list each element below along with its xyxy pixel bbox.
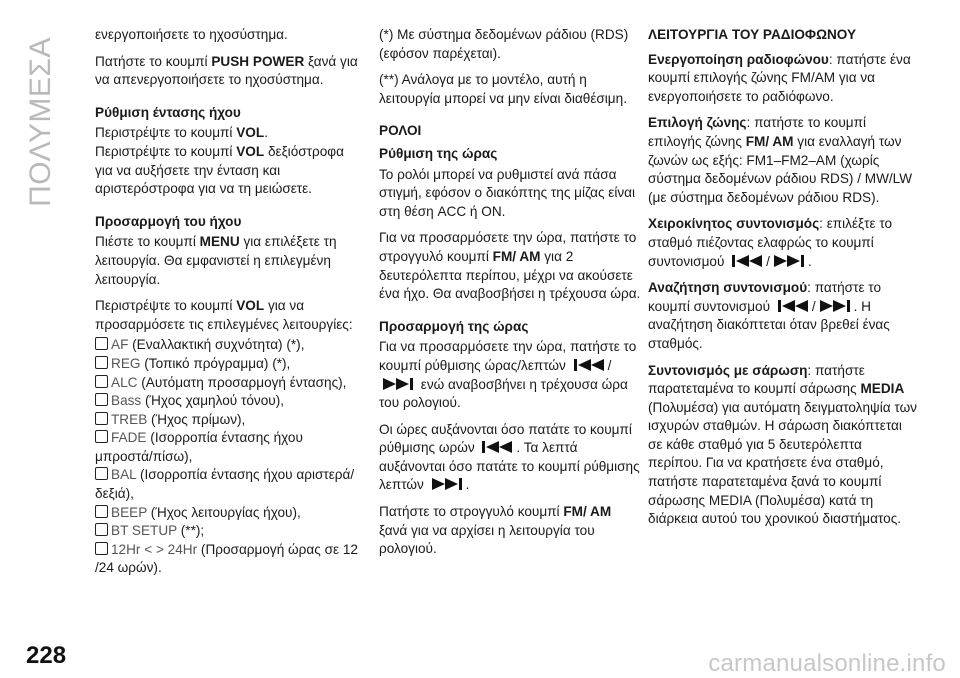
checkbox-icon (95, 542, 108, 555)
function-code: BAL (111, 467, 137, 483)
term: Επιλογή ζώνης (648, 115, 747, 131)
text: . Τα λεπτά αυξάνονται όσο πατάτε το κουμπί ρύθμισης λεπτών (379, 440, 640, 493)
checkbox-icon (95, 356, 108, 369)
seek-back-icon (479, 439, 515, 455)
seek-forward-icon (429, 476, 465, 492)
text: . (465, 477, 470, 493)
function-list (95, 336, 359, 578)
paragraph (379, 421, 643, 495)
checkbox-icon (95, 430, 108, 443)
column-3 (648, 26, 918, 537)
text: Περιστρέψτε το κουμπί (95, 298, 237, 314)
text: Για να προσαρμόσετε την ώρα, πατήστε το στρογγυλό κουμπί (379, 230, 637, 264)
seek-back-icon (729, 253, 765, 269)
term: Χειροκίνητος συντονισμός (648, 216, 820, 232)
term: Ενεργοποίηση ραδιοφώνου (648, 51, 829, 67)
function-desc: (Ισορροπία έντασης ήχου αριστερά/δεξιά), (95, 467, 355, 502)
text: ξανά για να απενεργοποιήσετε το ηχοσύστημα. (95, 53, 358, 88)
function-desc: (**); (176, 523, 205, 539)
list-item (95, 411, 359, 430)
paragraph (379, 338, 643, 412)
list-item (95, 504, 359, 523)
heading-volume: Ρύθμιση έντασης ήχου (95, 104, 241, 120)
paragraph (648, 279, 918, 353)
function-desc: (Τοπικό πρόγραμμα) (*), (140, 355, 291, 371)
list-item (95, 466, 359, 503)
checkbox-icon (95, 505, 108, 518)
text: ξανά για να αρχίσει η λειτουργία του ρολογιού. (379, 522, 595, 557)
checkbox-icon (95, 337, 108, 350)
function-code: BT SETUP (111, 523, 177, 539)
paragraph: Το ρολόι μπορεί να ρυθμιστεί ανά πάσα στιγμή, εφόσον ο διακόπτης της μίζας είναι στη θέση ACC ή ON. (379, 166, 636, 219)
button-name-fm-am: FM/ AM (492, 248, 541, 264)
text: : πατήστε το κουμπί επιλογής ζώνης (648, 115, 867, 149)
heading-time-adjust: Προσαρμογή της ώρας (379, 318, 529, 334)
text: : πατήστε το κουμπί συντονισμού (648, 280, 882, 314)
section-title-text: ΠΟΛΥΜΕΣΑ (24, 37, 57, 207)
text: Περιστρέψτε το κουμπί (95, 143, 237, 159)
text: Πιέστε το κουμπί (95, 234, 200, 250)
button-name-fm-am: FM/ AM (745, 133, 794, 149)
paragraph (379, 229, 643, 303)
seek-back-icon (775, 298, 811, 314)
footnote: (**) Ανάλογα με το μοντέλο, αυτή η λειτουργία μπορεί να μην είναι διαθέσιμη. (379, 72, 627, 106)
text: . (807, 253, 812, 269)
function-desc: (Εναλλακτική συχνότητα) (*), (128, 337, 305, 353)
text: : πατήστε ένα κουμπί επιλογής ζώνης FM/AM για να ενεργοποιήσετε το ραδιόφωνο. (648, 51, 911, 104)
text: για 2 δευτερόλεπτα περίπου, μέχρι να ακούσετε ένα ήχο. Θα αναβοσβήσει η τρέχουσα ώρα. (379, 248, 641, 302)
text: (Πολυμέσα) για αυτόματη δειγματοληψία των ισχυρών σταθμών. Η σάρωση διακόπτεται σε κάθε σταθμό για 5 δευτερόλεπτα περίπου. Για να κρατήσετε ένα σταθμό, πατήστε παρατεταμένα ξανά το κουμπί σάρωσης MEDIA (Πολυμέσα) κατά τη διάρκεια αυτού του χρονικού διαστήματος. (648, 399, 917, 527)
seek-forward-icon (771, 253, 807, 269)
checkbox-icon (95, 412, 108, 425)
button-name-menu: MENU (199, 234, 240, 250)
text: : πατήστε παρατεταμένα το κουμπί σάρωσης (648, 362, 865, 397)
list-item (95, 374, 359, 393)
button-name-vol: VOL (236, 298, 265, 314)
list-item (95, 522, 359, 541)
text: Πατήστε το κουμπί (95, 53, 212, 69)
paragraph (95, 26, 359, 45)
list-item (95, 355, 359, 374)
function-desc: (Ήχος πρίμων), (147, 411, 246, 427)
function-desc: (Ήχος λειτουργίας ήχου), (147, 504, 301, 520)
term: Συντονισμός με σάρωση (648, 362, 808, 378)
text: : επιλέξτε το σταθμό πιέζοντας ελαφρώς το κουμπί συντονισμού (648, 216, 893, 269)
text: . Η αναζήτηση διακόπτεται όταν βρεθεί ένας σταθμός. (648, 298, 890, 351)
paragraph (95, 297, 359, 334)
text: . (264, 125, 268, 141)
function-code: ALC (111, 374, 138, 390)
seek-forward-icon (817, 298, 853, 314)
function-code: 12Hr < > 24Hr (111, 541, 198, 557)
text: για εναλλαγή των ζωνών ως εξής: FM1–FM2–AM (χωρίς σύστημα δεδομένων ράδιου RDS) / MW/LW (με σύστημα δεδομένων ράδιου RDS). (648, 133, 913, 205)
list-item (95, 429, 359, 466)
button-name-vol: VOL (236, 125, 265, 141)
text: ενώ αναβοσβήνει η τρέχουσα ώρα του ρολογιού. (379, 376, 628, 411)
heading-time-setting: Ρύθμιση της ώρας (379, 145, 498, 161)
seek-forward-icon (380, 376, 416, 392)
function-desc: (Ήχος χαμηλού τόνου), (141, 393, 284, 409)
footnote: (*) Με σύστημα δεδομένων ράδιου (RDS) (εφόσον παρέχεται). (379, 27, 629, 61)
function-code: BEEP (111, 504, 148, 520)
slash: / (811, 298, 816, 314)
column-1 (95, 26, 359, 578)
function-code: Bass (111, 393, 142, 409)
seek-back-icon (571, 357, 607, 373)
function-desc: (Ισορροπία έντασης ήχου μπροστά/πίσω), (95, 430, 303, 464)
text: Περιστρέψτε το κουμπί (95, 125, 237, 141)
function-code: FADE (111, 430, 147, 446)
checkbox-icon (95, 467, 108, 480)
slash: / (607, 357, 612, 373)
button-name-vol: VOL (236, 143, 265, 159)
paragraph (95, 124, 359, 198)
paragraph (95, 53, 359, 90)
function-desc: (Αυτόματη προσαρμογή έντασης), (137, 374, 347, 390)
heading-sound-adjust: Προσαρμογή του ήχου (95, 213, 242, 229)
column-2 (379, 26, 643, 567)
checkbox-icon (95, 393, 108, 406)
list-item (95, 392, 359, 411)
text: δεξιόστροφα για να αυξήσετε την ένταση και αριστερόστροφα για να τη μειώσετε. (95, 143, 344, 197)
checkbox-icon (95, 523, 108, 536)
paragraph (648, 362, 918, 529)
heading-radio-operation: ΛΕΙΤΟΥΡΓΙΑ ΤΟΥ ΡΑΔΙΟΦΩΝΟΥ (648, 27, 857, 42)
heading-clock: ΡΟΛΟΙ (379, 123, 422, 139)
page-number: 228 (26, 642, 67, 669)
paragraph (648, 215, 918, 271)
checkbox-icon (95, 375, 108, 388)
text: για να προσαρμόσετε τις επιλεγμένες λειτουργίες: (95, 298, 353, 332)
term: Αναζήτηση συντονισμού (648, 280, 808, 296)
text: Οι ώρες αυξάνονται όσο πατάτε το κουμπί ρύθμισης ωρών (379, 421, 632, 456)
text: για επιλέξετε τη λειτουργία. Θα εμφανιστεί η επιλεγμένη λειτουργία. (95, 234, 337, 287)
paragraph (95, 233, 359, 289)
list-item (95, 336, 359, 355)
paragraph (648, 114, 918, 207)
section-title-vertical (26, 22, 56, 222)
text: Πατήστε το στρογγυλό κουμπί (379, 504, 564, 520)
paragraph (648, 51, 918, 107)
function-desc: (Προσαρμογή ώρας σε 12 /24 ωρών). (95, 541, 358, 576)
text: ενεργοποιήσετε το ηχοσύστημα. (95, 27, 288, 42)
button-name-fm-am: FM/ AM (563, 504, 612, 520)
button-name-media: MEDIA (860, 381, 905, 397)
paragraph (379, 503, 643, 559)
button-name-push-power: PUSH POWER (211, 53, 305, 69)
slash: / (766, 253, 770, 269)
function-code: AF (111, 337, 129, 353)
function-code: REG (111, 355, 141, 371)
function-code: TREB (111, 411, 148, 427)
list-item (95, 541, 359, 578)
text: Για να προσαρμόσετε την ώρα, πατήστε το κουμπί ρύθμισης ώρας/λεπτών (379, 339, 637, 373)
watermark: carmanualsonline.info (708, 650, 946, 677)
